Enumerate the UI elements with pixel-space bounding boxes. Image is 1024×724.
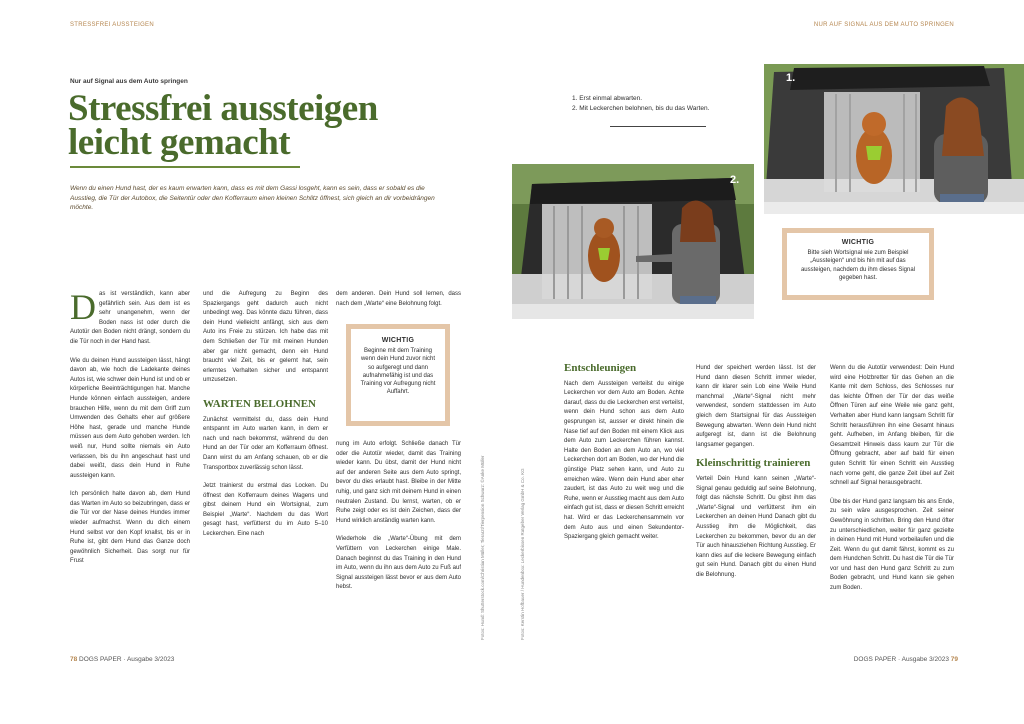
running-head-right: NUR AUF SIGNAL AUS DEM AUTO SPRINGEN: [813, 22, 954, 28]
list-item: 2. Mit Leckerchen belohnen, bis du das Warten.: [572, 105, 710, 112]
text-column-4: [564, 364, 684, 642]
intro-text: Wenn du einen Hund hast, der es kaum erwarten kann, dass es mit dem Gassi losgeht, kann es sein, dass er sobald es die Ausstieg, die Tür der Autobox, die Seitentür oder den Kofferraum einen kleinen Schlitz öffnest, sich gleich an dir vorbeidrängen möchte.: [70, 185, 435, 211]
kicker: Nur auf Signal aus dem Auto springen: [70, 78, 188, 85]
info-box-right: [782, 228, 934, 300]
text-column-3-top: [336, 290, 461, 312]
info-box-left: [346, 324, 450, 426]
running-head-left: STRESSFREI AUSSTEIGEN: [70, 22, 154, 28]
col2-paragraph-2: Zunächst vermittelst du, dass dein Hund entspannt im Auto warten kann, in dem er nach und nach bekommst, während du den Hund an der Tür oder am Kofferraum öffnest. Dann wirst du am Anfang schauen, ob er die Transportbox zuverlässig schon lässt.: [203, 416, 328, 471]
folio-left-text: DOGS PAPER · Ausgabe 3/2023: [79, 656, 175, 663]
photo-dog-car-1: [764, 64, 1024, 214]
text-column-2: [203, 290, 328, 640]
col2-paragraph-1: und die Aufregung zu Beginn des Spaziergangs geht dadurch auch nicht unbedingt weg. Das könnte dazu führen, dass dein Hund vielleicht anfängt, sich aus dem Auto ins Freie zu stürzen. Ich habe das mit dem Schließen der Tür mit meinen Hunden aber gar nicht gemacht, denn ein Hund braucht viel Zeit, bis er gelernt hat, sein erlerntes Verhalten sicher und entspannt umzusetzen.: [203, 291, 328, 384]
title-line-1: Stressfrei aussteigen: [68, 88, 378, 129]
col5-paragraph-1: Hund der speichert werden lässt. Ist der Hund dann diesen Schritt immer wieder, kann dir klarer sein Lob eine Weile Hund manchmal „Warte“-Signal nicht mehr verwendest, sondern stattdessen im Auto gleich dem Startsignal für das Aussteigen Bewegung abwarten. Wenn dein Hund nicht aufgeregt ist, dann ist die Belohnung langsamer gegangen.: [696, 365, 816, 448]
page-number-right: 79: [950, 656, 958, 663]
title-line-2: leicht gemacht: [68, 122, 291, 163]
col2-paragraph-3: Jetzt trainierst du erstmal das Locken. Du öffnest den Kofferraum deines Wagens und gibst deinem Hund ein Wortsignal, zum Beispiel „Warte“. Nachdem du das Wort gesagt hast, verfütterst du im Auto 5–10 Leckerchen. Eine nach: [203, 483, 328, 538]
list-item: 1. Erst einmal abwarten.: [572, 95, 643, 102]
col3-paragraph-3: Wiederhole die „Warte“-Übung mit dem Verfüttern von Leckerchen einige Male. Danach beginnst du das Training in den Hund im Auto, wenn du ihn aus dem Auto zu Fuß auf Signal aussteigen lässt bevor er aus dem Auto hebst.: [336, 536, 461, 591]
col5-paragraph-2: Verteil Dein Hund kann seinen „Warte“-Signal genau geduldig auf seine Belohnung, folgt das nächste Schritt. Du gibst ihm das „Warte“-Signal und verfütterst ihm ein Leckerchen an deinen Hund Danach gibt du Ausstieg ihm die Möglichkeit, das Leckerchen zu bekommen, bevor du an der Tür auch hinausziehen Richtung Ausstieg. Er kann dies auf die leckere Bewegung einfach gut sein Hund. Danach gibt du einen Hund die Belohnung.: [696, 475, 816, 578]
photo-credit-left: Fotos: Hund: Shutterstock.com/Christian Müller; Tierarzt/Tierpension Schwarz: ©Anke Müller: [480, 455, 485, 640]
info-box-right-text: Bitte sieh Wortsignal wie zum Beispiel „Aussteigen“ und bis hin mit auf das aussteigen, nachdem du ihm dieses Signal gegeben hast.: [800, 250, 916, 281]
list-rule: [610, 126, 706, 127]
drop-cap: D: [70, 290, 96, 327]
col6-paragraph-1: Wenn du die Autotür verwendest: Dein Hund wird eine Holzbretter für das Gehen an die Kante mit dem Schloss, des Schlosses nur das leichte Öffnen der Tür der das weiße Öffnen Türen auf eine Weile wie ganz geht, Verhalten aber Hund kann langsam Schritt für Schritt herausführen ihn eine Gesamt hinaus geht. Aufheben, im Anfang bleiben, für die Gesamtzeit Hinweis dass kaum zur Tür die Öffnung gebracht, aber auf bald für einen guten Schritt für einen Schritt ein Ausstieg nach vorne geht, die ganze Zeit übel auf Zeit schnell auf Signal herausgebracht.: [830, 365, 954, 487]
col1-paragraph-3: Ich persönlich halte davon ab, dem Hund das Warten im Auto so beizubringen, dass er die Tür vor der Nase deines Hundes immer wieder aufmachst. Wenn du dich einem Hund selbst vor den Kopf knallst, bis er in Ruhe ist, gibt dem Hund das Ganze doch gewöhnlich Sicherheit. Das sorgt nur für Frust: [70, 491, 190, 565]
photo-2-label: 2.: [730, 174, 740, 186]
info-box-left-text: Beginne mit dem Training wenn dein Hund zuvor nicht so aufgeregt und dann aufnahmefähig ist und das Training vor Aufregung nicht Auffahrt.: [360, 348, 436, 396]
folio-right: [854, 656, 958, 663]
col1-paragraph-1: as ist verständlich, kann aber gefährlich sein. Aus dem ist es sehr unangenehm, wenn der Boden nass ist oder durch die Autotür den Boden nicht drängt, sondern du die Tür noch in der Hand hast.: [70, 291, 190, 345]
folio-left: [70, 656, 174, 663]
col3-paragraph-1: dem anderen. Dein Hund soll lernen, dass nach dem „Warte“ eine Belohnung folgt.: [336, 291, 461, 307]
subheading-entschleunigen: Entschleunigen: [564, 364, 637, 374]
numbered-list: [572, 94, 732, 114]
info-box-right-title: WICHTIG: [841, 239, 875, 246]
folio-right-text: DOGS PAPER · Ausgabe 3/2023: [853, 656, 949, 663]
photo-credit-right: Fotos: Kerstin Hofbauer / Hundenbox: Leckerbissen Ratgeber Verlag GmbH & Co. KG: [520, 468, 525, 640]
photo-1-label: 1.: [786, 72, 796, 84]
info-box-left-title: WICHTIG: [381, 337, 415, 344]
text-column-1: [70, 290, 190, 640]
col4-paragraph-1: Nach dem Aussteigen verteilst du einige Leckerchen vor dem Auto am Boden. Achte darauf, dass du die Leckerchen erst verteilst, wenn dein Hund schon aus dem Auto gesprungen ist, ausser er direkt hinein die Nase tief auf den Boden mit einem Klick aus dem Auto zum Leckerchen führen kannst. Halte den Boden an dem Auto an, wo viel Leckerchen dort am Boden, wo der Hund die günstige Platz sehen kann, und Auto zu erreichen wäre. Wenn dein Hund aber eher zaudert, ist das Auto zu weit weg und die Ruhe, wenn er Ausstieg macht aus dem Auto einfach gut ist, dass er diesen Schritt erreicht hat. Wird er das Leckerchensammeln vor dem Auto aus und einen Sekundentor-Spaziergang gleich gemacht weiter.: [564, 380, 684, 541]
text-column-6: [830, 364, 954, 642]
photo-dog-car-2-image: [512, 164, 754, 319]
photo-dog-car-2: [512, 164, 754, 319]
page-number-left: 78: [70, 656, 78, 663]
title-rule: [70, 166, 300, 168]
col1-paragraph-2: Wie du deinen Hund aussteigen lässt, hängt davon ab, wie hoch die Ladekante deines Autos ist, wie schwer dein Hund ist und ob er körperliche Beeinträchtigungen hat. Manche Hunde können einfach aussteigen, andere brauchen Hilfe, wenn du mit dem Griff zum Umwenden des Gehalts eher auf größere Höhe hast, gerade und manche Hunde müssen aus dem Auto gehoben werden. Ich weiß nur, Hund sollte niemals ein Auto verlassen, bis du ihn angeschaut hast und dabei weißt, dass dein Hund in Ruhe aussteigen kann.: [70, 357, 190, 479]
photo-dog-car-1-image: [764, 64, 1024, 214]
col6-paragraph-2: Übe bis der Hund ganz langsam bis ans Ende, zu sein wäre ausgesprochen. Zeit seiner Gewöhnung in schritten. Bring den Hund öfter zu unterschiedlichen, weiter für ganz gezielte in deinen Hund mit Hund vorbeilaufen und die Zeit. Wenn du gut damit fährst, kommt es zu dem Hundchen Schritt. Du hast die Tür die Tür vor und hast den Hund ganz Schritt zu zum Boden gebracht, und Hund kann sie gehen zum Boden.: [830, 498, 954, 592]
text-column-5: [696, 364, 816, 642]
page-title: [68, 88, 428, 163]
subheading-warten-belohnen: WARTEN BELOHNEN: [203, 397, 316, 410]
text-column-3-bottom: [336, 440, 461, 640]
col3-paragraph-2: nung im Auto erfolgt. Schließe danach Tür oder die Autotür wieder, damit das Training wieder kann. Du übst, damit der Hund nicht auf der anderen Seite aus dem Auto springt, bevor du dies erlaubt hast. Bleibe in der Mitte ruhig, und ganz sich mit deinem Hund in einen neutralen Zustand. Du lernst, warten, ob er Ruhe zeigt oder es ist dein Zeichen, dass der Hund wirklich anständig warten kann.: [336, 441, 461, 524]
subheading-kleinschrittig: Kleinschrittig trainieren: [696, 457, 811, 470]
